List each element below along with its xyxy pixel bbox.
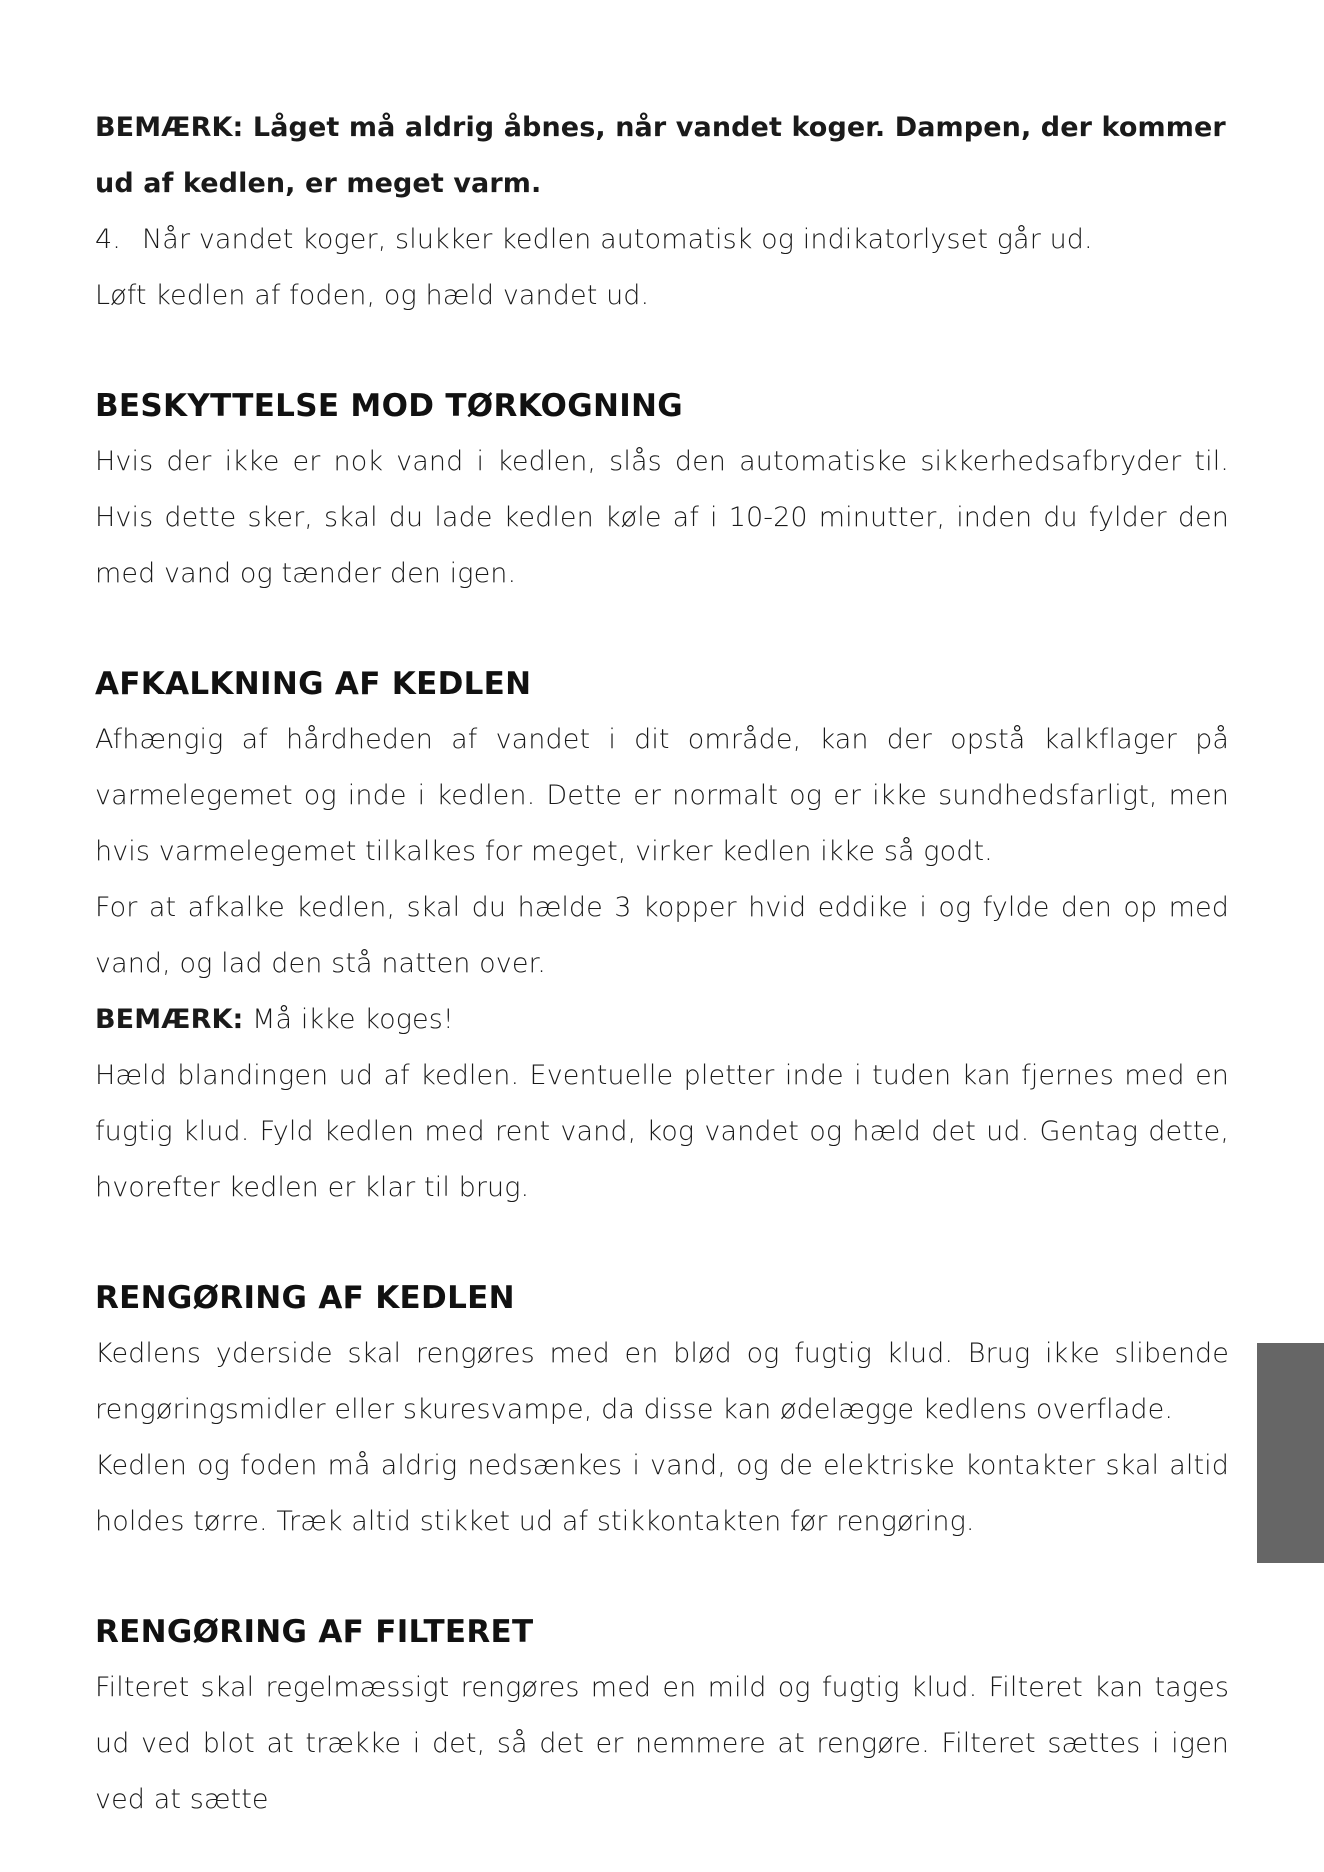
- boiling-note: [95, 100, 1229, 212]
- note-label: BEMÆRK:: [95, 112, 244, 143]
- cleaning-kettle-heading: RENGØRING AF KEDLEN: [95, 1280, 515, 1316]
- note-label: BEMÆRK:: [95, 1004, 244, 1035]
- dry-boil-text: Hvis der ikke er nok vand i kedlen, slås den automatiske sikkerhedsafbryder til. Hvis dette sker, skal du lade kedlen køle af i 10-20 minutter, inden du fylder den med vand og tænder den igen.: [95, 446, 1229, 589]
- step-number: 4.: [95, 224, 121, 255]
- descaling-para-3: Hæld blandingen ud af kedlen. Eventuelle pletter inde i tuden kan fjernes med en fugtig klud. Fyld kedlen med rent vand, kog vandet og hæld det ud. Gentag dette, hvorefter kedlen er klar til brug.: [95, 1060, 1229, 1203]
- cleaning-filter-text: Filteret skal regelmæssigt rengøres med en mild og fugtig klud. Filteret kan tages ud ved blot at trække i det, så det er nemmere at rengøre. Filteret sættes i igen ved at sætte: [95, 1672, 1229, 1815]
- manual-page: [95, 100, 1229, 1828]
- language-side-tab: [1257, 1343, 1324, 1563]
- cleaning-kettle-para-2: Kedlen og foden må aldrig nedsænkes i vand, og de elektriske kontakter skal altid holdes tørre. Træk altid stikket ud af stikkontakten før rengøring.: [95, 1450, 1229, 1537]
- step-text: Når vandet koger, slukker kedlen automatisk og indikatorlyset går ud.: [142, 224, 1093, 255]
- note-text: Låget må aldrig åbnes, når vandet koger. Dampen, der kommer ud af kedlen, er meget varm.: [95, 112, 1226, 199]
- descaling-heading: AFKALKNING AF KEDLEN: [95, 666, 532, 702]
- note-text: Må ikke koges!: [252, 1004, 454, 1035]
- lift-kettle-text: Løft kedlen af foden, og hæld vandet ud.: [95, 280, 650, 311]
- step-4: [95, 212, 1229, 268]
- cleaning-kettle-para-1: Kedlens yderside skal rengøres med en blød og fugtig klud. Brug ikke slibende rengøringsmidler eller skuresvampe, da disse kan ødelægge kedlens overflade.: [95, 1338, 1229, 1425]
- dry-boil-heading: BESKYTTELSE MOD TØRKOGNING: [95, 388, 684, 424]
- descaling-note: [95, 992, 1229, 1048]
- descaling-para-2: For at afkalke kedlen, skal du hælde 3 kopper hvid eddike i og fylde den op med vand, og lad den stå natten over.: [95, 892, 1229, 979]
- cleaning-filter-heading: RENGØRING AF FILTERET: [95, 1614, 534, 1650]
- descaling-para-1: Afhængig af hårdheden af vandet i dit område, kan der opstå kalkflager på varmelegemet og inde i kedlen. Dette er normalt og er ikke sundhedsfarligt, men hvis varmelegemet tilkalkes for meget, virker kedlen ikke så godt.: [95, 724, 1229, 867]
